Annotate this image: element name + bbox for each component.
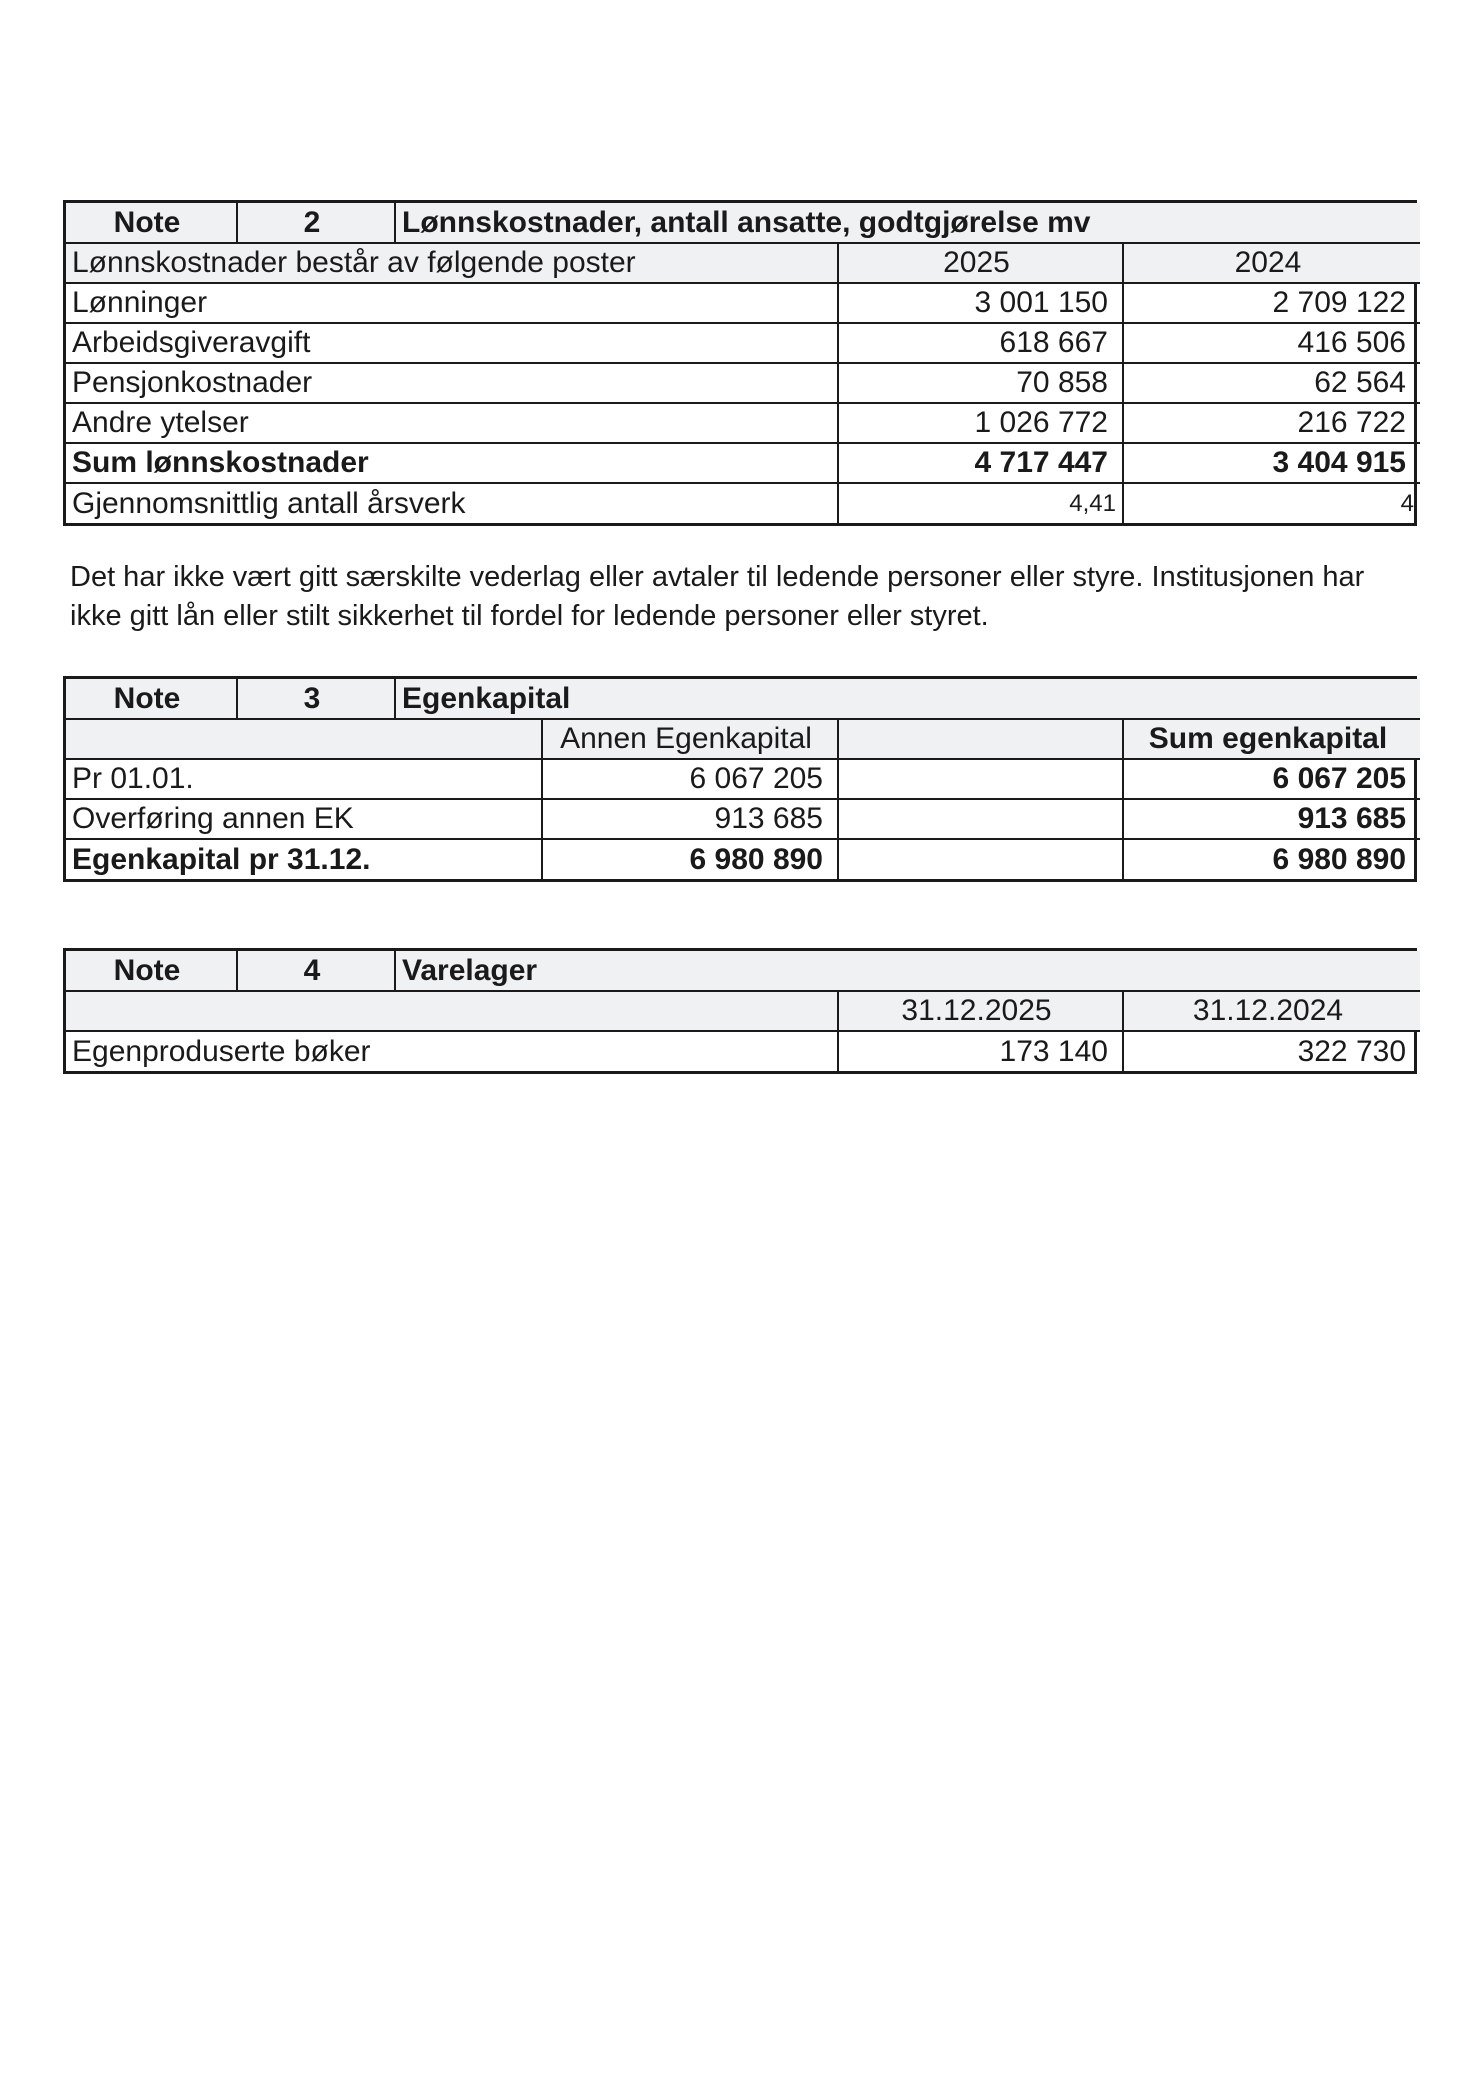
column-header-31-12-2024: 31.12.2024 xyxy=(1123,991,1420,1031)
row-label: Andre ytelser xyxy=(66,403,838,443)
column-header-31-12-2025: 31.12.2025 xyxy=(838,991,1123,1031)
total-sum-egenkapital: 6 980 890 xyxy=(1123,839,1420,879)
table-row xyxy=(66,1031,1420,1071)
value-2025: 70 858 xyxy=(838,363,1123,403)
column-header-empty xyxy=(66,719,542,759)
table-row xyxy=(66,759,1420,799)
column-header-row xyxy=(66,719,1420,759)
value-2025: 618 667 xyxy=(838,323,1123,363)
empty-cell xyxy=(838,759,1123,799)
column-header-desc: Lønnskostnader består av følgende poster xyxy=(66,243,838,283)
note-label: Note xyxy=(66,951,237,991)
value-annen-egenkapital: 913 685 xyxy=(542,799,838,839)
value-sum-egenkapital: 913 685 xyxy=(1123,799,1420,839)
total-annen-egenkapital: 6 980 890 xyxy=(542,839,838,879)
empty-cell xyxy=(838,799,1123,839)
value-2024: 216 722 xyxy=(1123,403,1420,443)
note-2-paragraph: Det har ikke vært gitt særskilte vederlag eller avtaler til ledende personer eller styre. Institusjonen har ikke gitt lån eller stilt sikkerhet til fordel for ledende personer eller styret. xyxy=(70,561,1365,632)
note-2-table xyxy=(63,200,1417,526)
note-title: Lønnskostnader, antall ansatte, godtgjørelse mv xyxy=(395,203,1420,243)
table-row xyxy=(66,363,1420,403)
column-header-sum-egenkapital: Sum egenkapital xyxy=(1123,719,1420,759)
value-2024: 62 564 xyxy=(1123,363,1420,403)
row-label: Arbeidsgiveravgift xyxy=(66,323,838,363)
value-2025: 1 026 772 xyxy=(838,403,1123,443)
note-label: Note xyxy=(66,679,237,719)
column-header-2025: 2025 xyxy=(838,243,1123,283)
note-4-header xyxy=(66,951,1420,991)
note-2-header xyxy=(66,203,1420,243)
row-label: Egenproduserte bøker xyxy=(66,1031,838,1071)
column-header-row xyxy=(66,991,1420,1031)
note-3-header xyxy=(66,679,1420,719)
value-annen-egenkapital: 6 067 205 xyxy=(542,759,838,799)
sum-row xyxy=(66,443,1420,483)
column-header-2024: 2024 xyxy=(1123,243,1420,283)
total-label: Egenkapital pr 31.12. xyxy=(66,839,542,879)
note-title: Varelager xyxy=(395,951,1420,991)
column-header-row xyxy=(66,243,1420,283)
staff-value-2025: 4,41 xyxy=(838,483,1123,523)
column-header-annen-egenkapital: Annen Egenkapital xyxy=(542,719,838,759)
note-label: Note xyxy=(66,203,237,243)
staff-label: Gjennomsnittlig antall årsverk xyxy=(66,483,838,523)
row-label: Pr 01.01. xyxy=(66,759,542,799)
row-label: Pensjonkostnader xyxy=(66,363,838,403)
note-number: 4 xyxy=(237,951,395,991)
value-2024: 416 506 xyxy=(1123,323,1420,363)
value-2025: 173 140 xyxy=(838,1031,1123,1071)
note-3-table xyxy=(63,676,1417,882)
row-label: Lønninger xyxy=(66,283,838,323)
staff-row xyxy=(66,483,1420,523)
note-title: Egenkapital xyxy=(395,679,1420,719)
value-sum-egenkapital: 6 067 205 xyxy=(1123,759,1420,799)
value-2024: 2 709 122 xyxy=(1123,283,1420,323)
table-row xyxy=(66,323,1420,363)
row-label: Overføring annen EK xyxy=(66,799,542,839)
empty-cell xyxy=(838,839,1123,879)
total-row xyxy=(66,839,1420,879)
table-row xyxy=(66,403,1420,443)
value-2024: 322 730 xyxy=(1123,1031,1420,1071)
table-row xyxy=(66,799,1420,839)
sum-value-2025: 4 717 447 xyxy=(838,443,1123,483)
value-2025: 3 001 150 xyxy=(838,283,1123,323)
note-number: 2 xyxy=(237,203,395,243)
column-header-empty xyxy=(66,991,838,1031)
sum-label: Sum lønnskostnader xyxy=(66,443,838,483)
note-number: 3 xyxy=(237,679,395,719)
sum-value-2024: 3 404 915 xyxy=(1123,443,1420,483)
table-row xyxy=(66,283,1420,323)
staff-value-2024: 4 xyxy=(1123,483,1420,523)
note-4-table xyxy=(63,948,1417,1074)
column-header-empty xyxy=(838,719,1123,759)
